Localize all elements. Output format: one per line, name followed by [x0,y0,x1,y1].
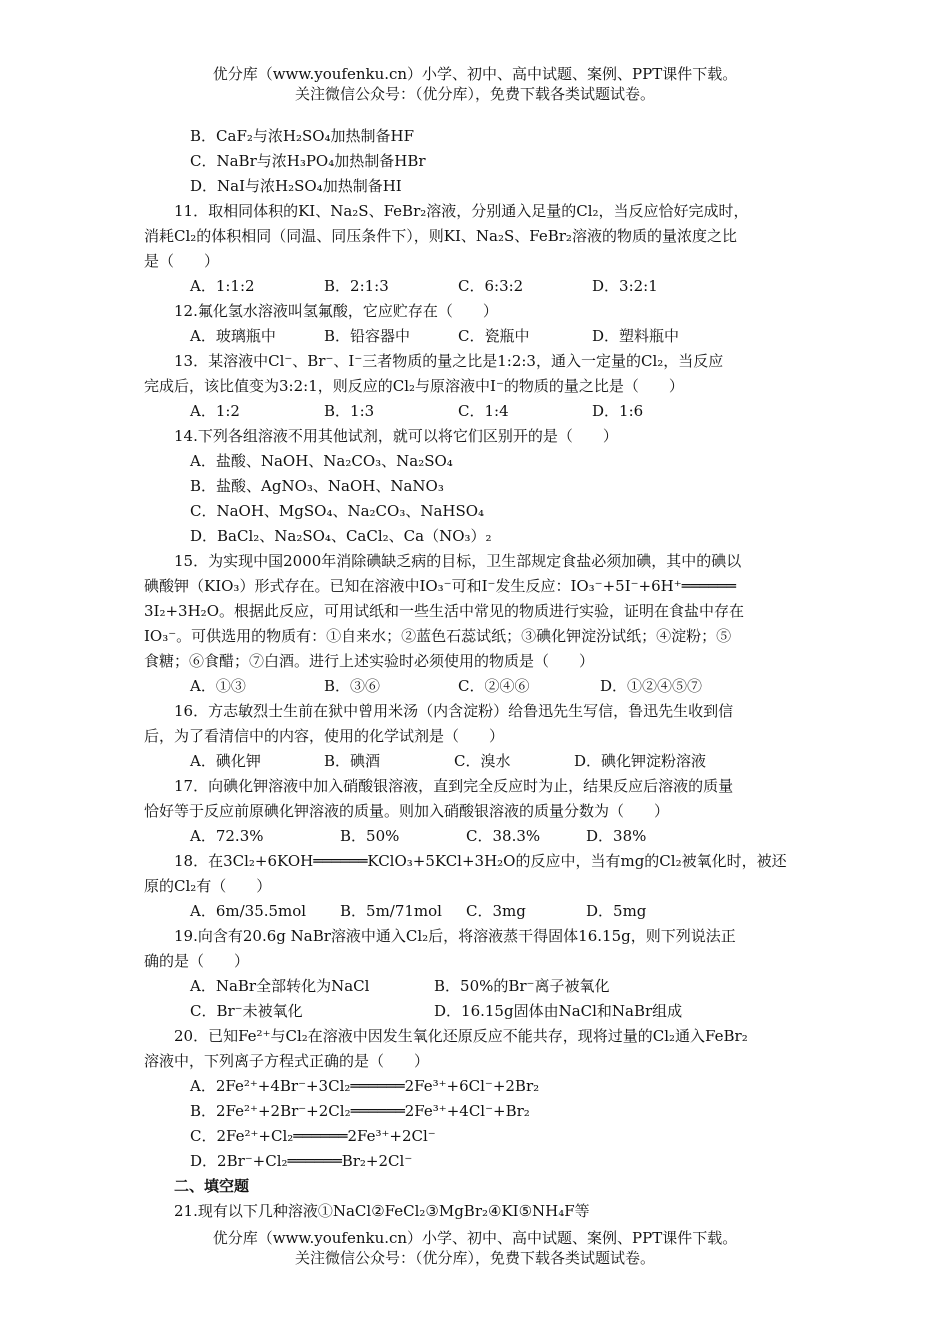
q17-stem-2: 恰好等于反应前原碘化钾溶液的质量。则加入硝酸银溶液的质量分数为（ ） [144,802,670,820]
q12-option-c: C．瓷瓶中 [458,327,530,345]
q19-option-a: A．NaBr全部转化为NaCl [190,977,370,995]
q12-option-d: D．塑料瓶中 [592,327,680,345]
q17-option-c: C．38.3% [466,827,541,845]
q10-option-c: C．NaBr与浓H₃PO₄加热制备HBr [190,152,426,170]
q15-stem-1: 15．为实现中国2000年消除碘缺乏病的目标，卫生部规定食盐必须加碘，其中的碘以 [174,552,742,570]
q13-option-c: C．1:4 [458,402,509,420]
q20-option-d: D．2Br⁻+Cl₂══════Br₂+2Cl⁻ [190,1152,413,1170]
q18-option-c: C．3mg [466,902,526,920]
q16-stem-1: 16．方志敏烈士生前在狱中曾用米汤（内含淀粉）给鲁迅先生写信，鲁迅先生收到信 [174,702,734,720]
q15-option-c: C．②④⑥ [458,677,530,695]
q16-option-b: B．碘酒 [324,752,381,770]
q18-options [144,899,808,924]
footer-line-1: 优分库（www.youfenku.cn）小学、初中、高中试题、案例、PPT课件下载。 [212,1229,738,1247]
footer-line-2: 关注微信公众号：（优分库），免费下载各类试题试卷。 [294,1249,655,1267]
q13-option-a: A．1:2 [190,402,240,420]
q12-option-a: A．玻璃瓶中 [190,327,276,345]
header-line-1: 优分库（www.youfenku.cn）小学、初中、高中试题、案例、PPT课件下载。 [212,65,738,83]
q11-stem-2: 消耗Cl₂的体积相同（同温、同压条件下），则KI、Na₂S、FeBr₂溶液的物质的量浓度之比 [144,227,737,245]
q17-options [144,824,808,849]
q13-option-b: B．1:3 [324,402,375,420]
q20-stem-2: 溶液中，下列离子方程式正确的是（ ） [144,1052,430,1070]
q11-stem-1: 11．取相同体积的KI、Na₂S、FeBr₂溶液，分别通入足量的Cl₂，当反应恰好完成时， [174,202,749,220]
q11-options [144,274,808,299]
q18-option-b: B．5m/71mol [340,902,442,920]
q14-option-d: D．BaCl₂、Na₂SO₄、CaCl₂、Ca（NO₃）₂ [190,527,492,545]
q11-stem-3: 是（ ） [144,252,220,270]
q13-option-d: D．1:6 [592,402,644,420]
q19-stem-1: 19.向含有20.6g NaBr溶液中通入Cl₂后，将溶液蒸干得固体16.15g，则下列说法正 [174,927,736,945]
q15-options [144,674,808,699]
q18-option-a: A．6m/35.5mol [190,902,307,920]
q18-stem-2: 原的Cl₂有（ ） [144,877,272,895]
q17-option-a: A．72.3% [190,827,264,845]
page-footer [0,1228,950,1268]
q21-stem: 21.现有以下几种溶液①NaCl②FeCl₂③MgBr₂④KI⑤NH₄F等 [174,1202,590,1220]
header-line-2: 关注微信公众号：（优分库），免费下载各类试题试卷。 [294,85,655,103]
q15-stem-2: 碘酸钾（KIO₃）形式存在。已知在溶液中IO₃⁻可和I⁻发生反应：IO₃⁻+5I⁻+6H⁺══════ [144,577,736,595]
q15-option-d: D．①②④⑤⑦ [600,677,703,695]
q16-option-d: D．碘化钾淀粉溶液 [574,752,707,770]
q14-stem: 14.下列各组溶液不用其他试剂，就可以将它们区别开的是（ ） [174,427,618,445]
q11-option-c: C．6:3:2 [458,277,524,295]
q19-options-row-1 [144,974,808,999]
q20-option-c: C．2Fe²⁺+Cl₂══════2Fe³⁺+2Cl⁻ [190,1127,436,1145]
q15-stem-4: IO₃⁻。可供选用的物质有：①自来水；②蓝色石蕊试纸；③碘化钾淀汾试纸；④淀粉；⑤ [144,627,732,645]
q16-stem-2: 后，为了看清信中的内容，使用的化学试剂是（ ） [144,727,505,745]
q13-options [144,399,808,424]
q10-option-d: D．NaI与浓H₂SO₄加热制备HI [190,177,402,195]
q15-stem-5: 食糖；⑥食醋；⑦白酒。进行上述实验时必须使用的物质是（ ） [144,652,595,670]
q19-options-row-2 [144,999,808,1024]
q14-option-a: A．盐酸、NaOH、Na₂CO₃、Na₂SO₄ [190,452,453,470]
q14-option-b: B．盐酸、AgNO₃、NaOH、NaNO₃ [190,477,444,495]
q15-stem-3: 3I₂+3H₂O。根据此反应，可用试纸和一些生活中常见的物质进行实验，证明在食盐中存在 [144,602,744,620]
q11-option-b: B．2:1:3 [324,277,389,295]
q13-stem-2: 完成后，该比值变为3:2:1，则反应的Cl₂与原溶液中I⁻的物质的量之比是（ ） [144,377,684,395]
q19-stem-2: 确的是（ ） [144,952,250,970]
q17-stem-1: 17．向碘化钾溶液中加入硝酸银溶液，直到完全反应时为止，结果反应后溶液的质量 [174,777,734,795]
q19-option-c: C．Br⁻未被氧化 [190,1002,303,1020]
q18-option-d: D．5mg [586,902,647,920]
q14-option-c: C．NaOH、MgSO₄、Na₂CO₃、NaHSO₄ [190,502,485,520]
q13-stem-1: 13．某溶液中Cl⁻、Br⁻、I⁻三者物质的量之比是1:2:3，通入一定量的Cl₂，当反应 [174,352,724,370]
q12-stem: 12.氟化氢水溶液叫氢氟酸，它应贮存在（ ） [174,302,498,320]
document-body [144,124,808,1224]
q20-stem-1: 20．已知Fe²⁺与Cl₂在溶液中因发生氧化还原反应不能共存，现将过量的Cl₂通入FeBr₂ [174,1027,748,1045]
q17-option-b: B．50% [340,827,400,845]
q16-option-a: A．碘化钾 [190,752,261,770]
q11-option-d: D．3:2:1 [592,277,658,295]
q19-option-d: D．16.15g固体由NaCl和NaBr组成 [434,1002,683,1020]
q10-option-b: B．CaF₂与浓H₂SO₄加热制备HF [190,127,415,145]
q20-option-a: A．2Fe²⁺+4Br⁻+3Cl₂══════2Fe³⁺+6Cl⁻+2Br₂ [190,1077,540,1095]
q15-option-a: A．①③ [190,677,246,695]
page-header [0,64,950,104]
section-heading-fill-in: 二、填空题 [174,1177,250,1195]
q15-option-b: B．③⑥ [324,677,381,695]
q16-options [144,749,808,774]
q16-option-c: C．溴水 [454,752,511,770]
q18-stem-1: 18．在3Cl₂+6KOH══════KClO₃+5KCl+3H₂O的反应中，当有mg的Cl₂被氧化时，被还 [174,852,787,870]
q12-option-b: B．铅容器中 [324,327,411,345]
q12-options [144,324,808,349]
q20-option-b: B．2Fe²⁺+2Br⁻+2Cl₂══════2Fe³⁺+4Cl⁻+Br₂ [190,1102,530,1120]
q19-option-b: B．50%的Br⁻离子被氧化 [434,977,610,995]
q17-option-d: D．38% [586,827,647,845]
q11-option-a: A．1:1:2 [190,277,255,295]
